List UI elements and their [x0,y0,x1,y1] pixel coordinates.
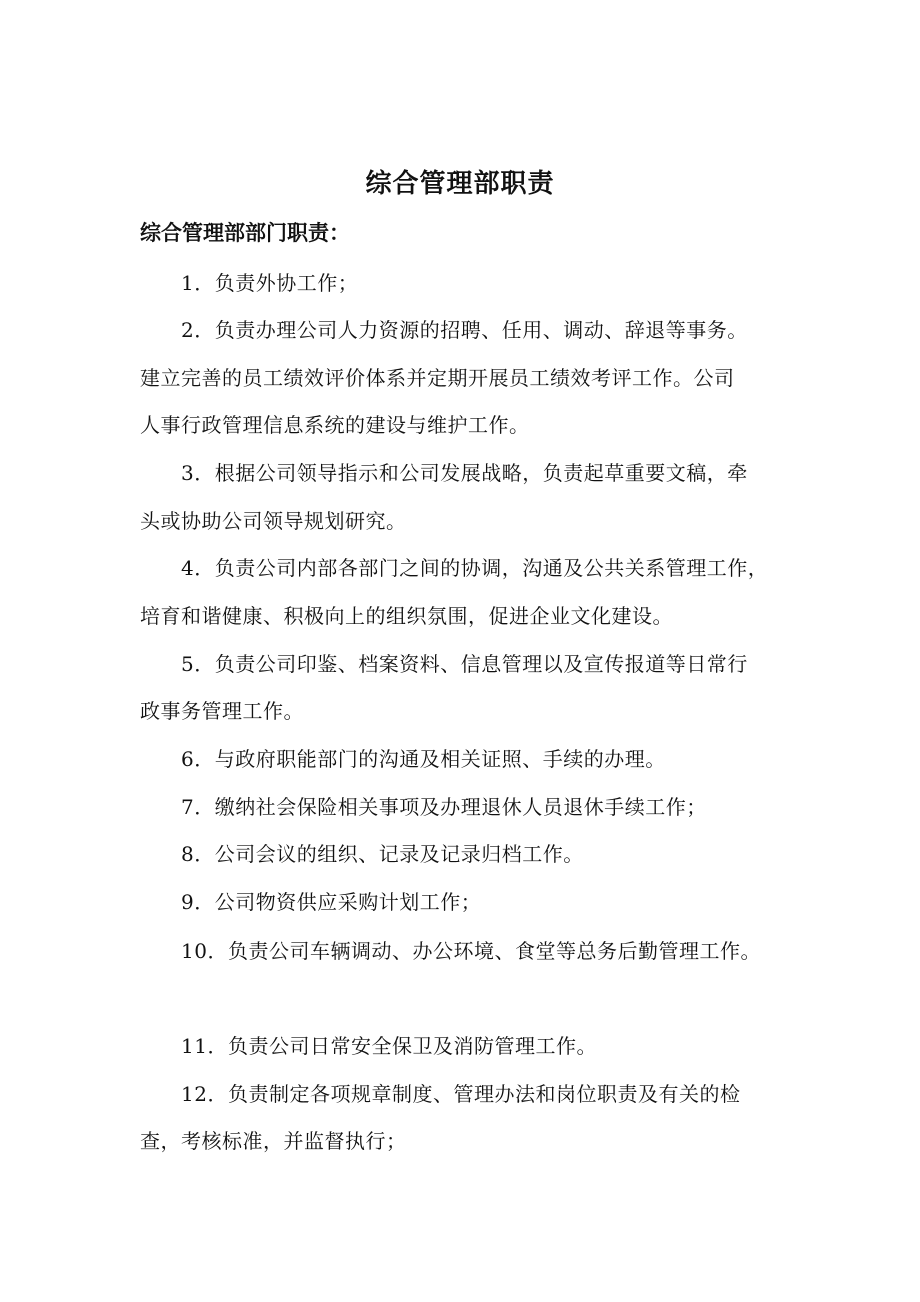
duty-item-7: 7．缴纳社会保险相关事项及办理退休人员退休手续工作； [181,795,707,819]
duty-item-3-cont: 头或协助公司领导规划研究。 [140,509,407,533]
duty-item-1: 1．负责外协工作； [181,271,359,295]
page-title: 综合管理部职责 [365,169,555,199]
duty-item-4: 4．负责公司内部各部门之间的协调，沟通及公共关系管理工作， [181,556,769,580]
duty-item-11: 11．负责公司日常安全保卫及消防管理工作。 [181,1034,597,1058]
duty-item-3: 3．根据公司领导指示和公司发展战略，负责起草重要文稿，牵 [181,461,748,485]
duty-item-4-cont: 培育和谐健康、积极向上的组织氛围，促进企业文化建设。 [140,604,673,628]
duty-item-12: 12．负责制定各项规章制度、管理办法和岗位职责及有关的检 [181,1082,741,1106]
duty-item-5-cont: 政事务管理工作。 [140,699,304,723]
duty-item-6: 6．与政府职能部门的沟通及相关证照、手续的办理。 [181,747,666,771]
duty-item-5: 5．负责公司印鉴、档案资料、信息管理以及宣传报道等日常行 [181,652,748,676]
duty-item-2-cont: 建立完善的员工绩效评价体系并定期开展员工绩效考评工作。公司 [140,366,735,390]
duty-item-2-cont: 人事行政管理信息系统的建设与维护工作。 [140,413,530,437]
duty-item-12-cont: 查，考核标准，并监督执行； [140,1129,407,1153]
duty-item-8: 8．公司会议的组织、记录及记录归档工作。 [181,842,584,866]
duty-item-9: 9．公司物资供应采购计划工作； [181,890,482,914]
duty-item-10: 10．负责公司车辆调动、办公环境、食堂等总务后勤管理工作。 [181,939,761,963]
section-heading: 综合管理部部门职责： [140,220,350,245]
duty-item-2: 2．负责办理公司人力资源的招聘、任用、调动、辞退等事务。 [181,318,748,342]
